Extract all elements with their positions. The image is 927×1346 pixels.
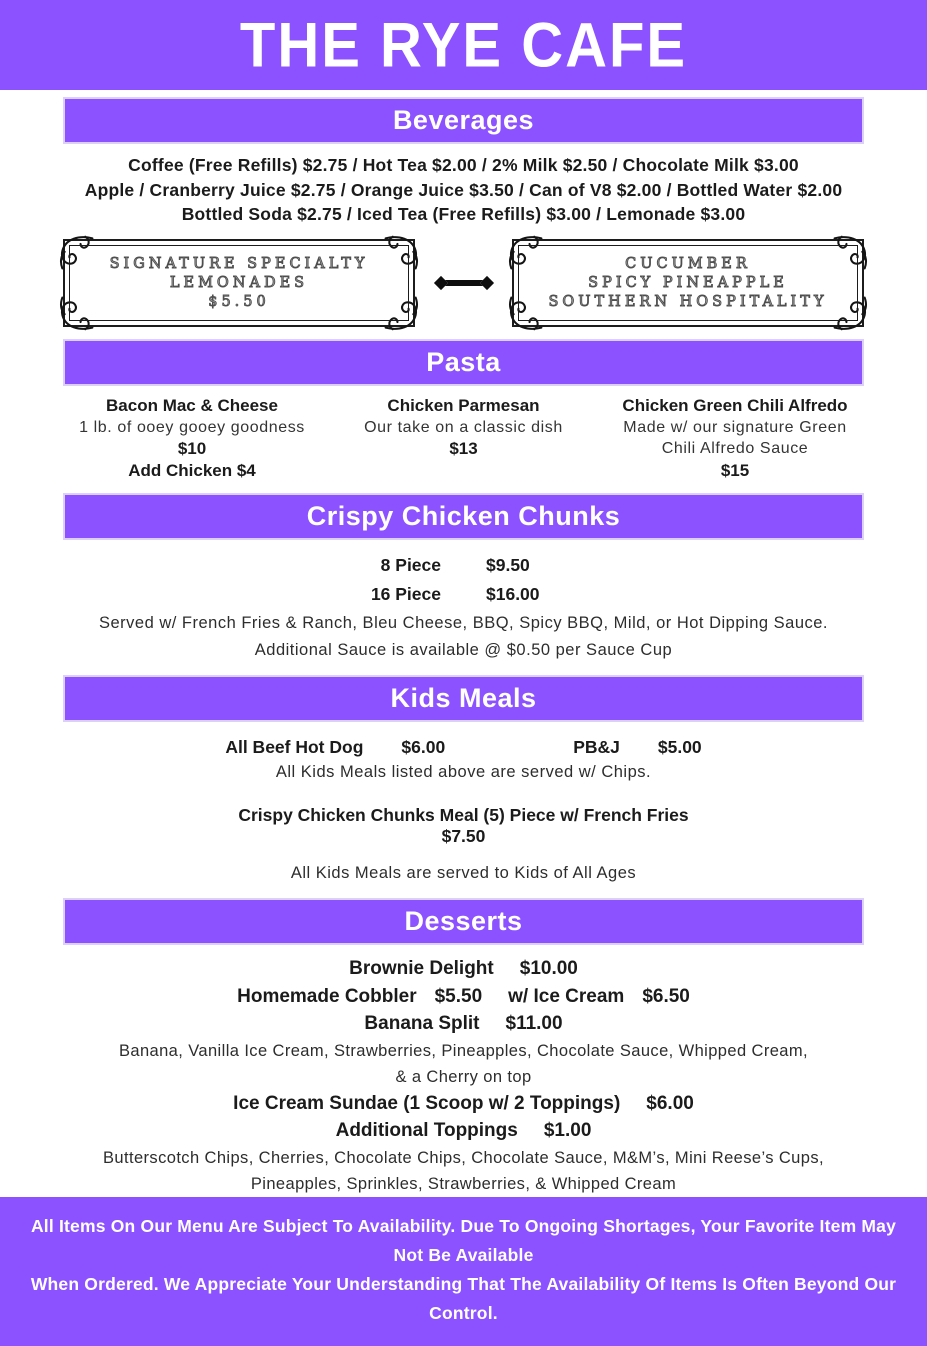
menu-item [606, 395, 864, 482]
section-header-crispy-chicken-chunks [63, 493, 864, 540]
kids-meal-name: Crispy Chicken Chunks Meal (5) Piece w/ French Fries [238, 805, 689, 825]
size-price: $9.50 [486, 555, 530, 575]
frame-text [518, 245, 858, 321]
dessert-list [63, 955, 864, 1197]
item-name: PB&J [573, 737, 620, 757]
item-name: Homemade Cobbler [237, 985, 417, 1007]
availability-notice [0, 1197, 927, 1346]
item-name: Bacon Mac & Cheese [106, 395, 278, 415]
beverage-line: Apple / Cranberry Juice $2.75 / Orange Juice $3.50 / Can of V8 $2.00 / Bottled Water $2.00 [84, 179, 843, 200]
frame-text [69, 245, 409, 321]
item-price: $5.00 [657, 737, 702, 757]
lemonade-specials-row [63, 237, 864, 329]
item-description: Butterscotch Chips, Cherries, Chocolate Chips, Chocolate Sauce, M&M’s, Mini Reese’s Cups, [103, 1148, 824, 1167]
menu-item [63, 1010, 864, 1038]
menu-item [63, 955, 864, 983]
item-name: Chicken Parmesan [387, 395, 540, 415]
menu-item [63, 395, 321, 482]
size-name: 8 Piece [380, 555, 441, 575]
frame-line: CUCUMBER [625, 255, 751, 272]
page-title: THE RYE CAFE [239, 9, 688, 81]
section-header-label: Pasta [426, 346, 501, 377]
frame-line: $5.50 [208, 293, 270, 310]
diamond-endpoint [433, 275, 447, 289]
section-header-label: Beverages [392, 105, 535, 135]
item-variant-price: $6.50 [642, 985, 690, 1007]
menu-item [225, 737, 445, 758]
item-description: Made w/ our signature Green Chili Alfredo Sauce [623, 418, 847, 457]
menu-item [63, 1117, 864, 1145]
chicken-note: Additional Sauce is available @ $0.50 per Sauce Cup [254, 641, 673, 659]
item-price: $11.00 [505, 1013, 563, 1034]
notice-line: When Ordered. We Appreciate Your Understanding That The Availability Of Items Is Often Beyond Our Control. [30, 1273, 897, 1323]
item-name: Ice Cream Sundae (1 Scoop w/ 2 Toppings) [233, 1092, 621, 1114]
item-description: 1 lb. of ooey gooey goodness [79, 418, 305, 436]
item-description: Our take on a classic dish [364, 418, 563, 436]
item-price: $10.00 [519, 958, 578, 979]
beverage-list [63, 153, 864, 227]
chicken-note: Served w/ French Fries & Ranch, Bleu Cheese, BBQ, Spicy BBQ, Mild, or Hot Dipping Sauce. [98, 614, 829, 632]
section-header-label: Crispy Chicken Chunks [306, 501, 621, 531]
menu-item [63, 1090, 864, 1118]
item-price: $6.00 [646, 1092, 694, 1114]
notice-line: All Items On Our Menu Are Subject To Availability. Due To Ongoing Shortages, Your Favorite Item May Not Be Available [30, 1215, 897, 1265]
size-row [63, 580, 864, 609]
item-variant: w/ Ice Cream [508, 985, 625, 1007]
frame-line: LEMONADES [169, 274, 309, 291]
kids-note-ages: All Kids Meals are served to Kids of All Ages [290, 864, 637, 882]
item-description: Pineapples, Sprinkles, Strawberries, & Whipped Cream [250, 1174, 677, 1193]
title-banner [0, 0, 927, 90]
item-price: $5.50 [434, 985, 483, 1007]
kids-note-chips: All Kids Meals listed above are served w/ Chips. [275, 763, 652, 781]
item-price: $13 [449, 439, 478, 458]
section-header-desserts [63, 898, 864, 945]
frame-line: SIGNATURE SPECIALTY [109, 255, 369, 272]
item-price: $10 [177, 439, 207, 458]
item-description: Banana, Vanilla Ice Cream, Strawberries, Pineapples, Chocolate Sauce, Whipped Cream, [118, 1041, 809, 1060]
section-header-label: Kids Meals [390, 683, 537, 713]
size-price: $16.00 [486, 584, 540, 604]
item-name: Brownie Delight [349, 958, 494, 979]
size-row [63, 551, 864, 580]
beverage-line: Coffee (Free Refills) $2.75 / Hot Tea $2.00 / 2% Milk $2.50 / Chocolate Milk $3.00 [128, 155, 799, 175]
item-price: $6.00 [401, 737, 446, 757]
section-header-label: Desserts [404, 906, 523, 936]
item-price: $1.00 [543, 1120, 592, 1141]
pasta-items [63, 395, 864, 482]
menu-item [335, 395, 593, 482]
connector-line [443, 280, 485, 286]
item-name: Additional Toppings [335, 1120, 518, 1141]
item-addon: Add Chicken $4 [128, 460, 256, 480]
lemonade-flavors-frame [512, 239, 864, 327]
menu-item [573, 737, 701, 758]
item-name: All Beef Hot Dog [225, 737, 364, 757]
frame-line: SOUTHERN HOSPITALITY [548, 293, 828, 310]
item-name: Chicken Green Chili Alfredo [622, 395, 848, 415]
item-name: Banana Split [364, 1013, 480, 1034]
frame-line: SPICY PINEAPPLE [588, 274, 788, 291]
menu-item [63, 983, 864, 1011]
diamond-connector-icon [415, 278, 512, 288]
diamond-endpoint [479, 275, 493, 289]
chicken-size-list [63, 551, 864, 609]
section-header-kids-meals [63, 675, 864, 722]
size-name: 16 Piece [370, 584, 441, 604]
kids-meal-price: $7.50 [441, 826, 486, 846]
menu-content [63, 90, 864, 1197]
beverage-line: Bottled Soda $2.75 / Iced Tea (Free Refills) $3.00 / Lemonade $3.00 [181, 204, 746, 224]
kids-items-row [63, 737, 864, 758]
section-header-pasta [63, 339, 864, 386]
item-price: $15 [720, 460, 750, 480]
section-header-beverages [63, 97, 864, 144]
item-description: & a Cherry on top [395, 1067, 532, 1086]
signature-lemonades-frame [63, 239, 415, 327]
